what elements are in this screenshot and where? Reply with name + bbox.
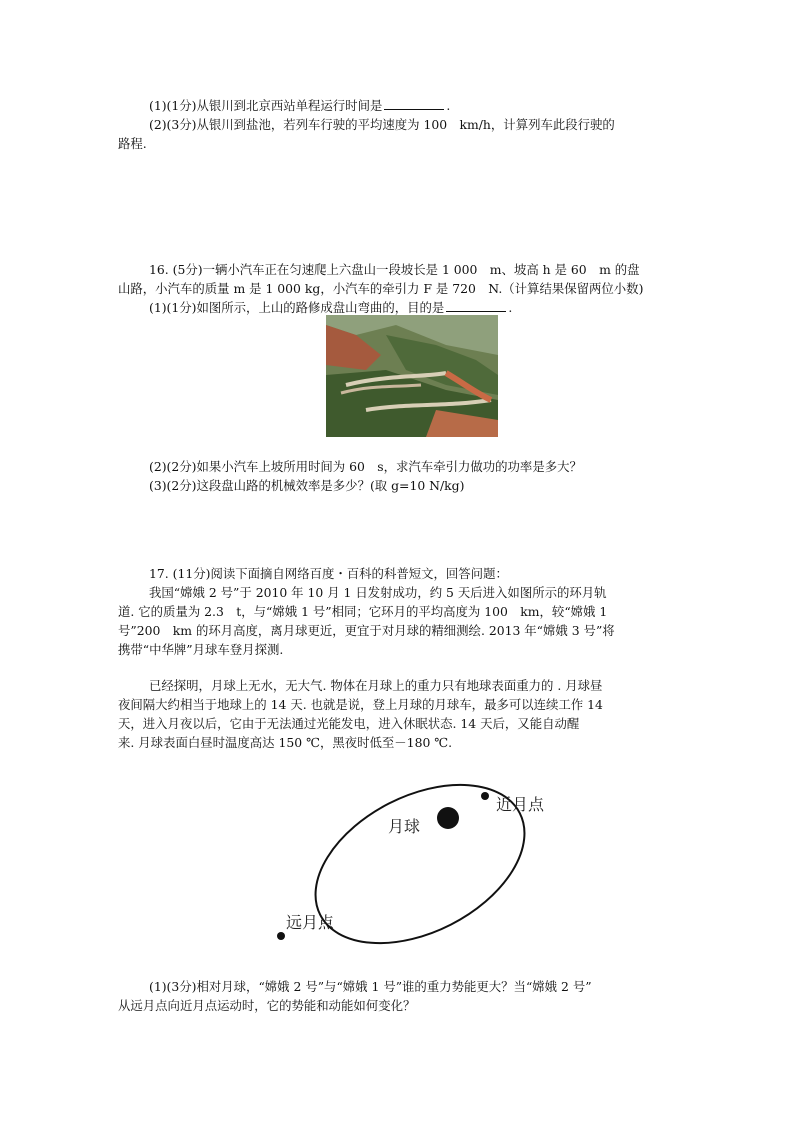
apogee-dot: [277, 932, 285, 940]
q16-part1-text: (1)(1分)如图所示，上山的路修成盘山弯曲的，目的是: [149, 300, 445, 315]
q17-para1-line1: 我国“嫦娥 2 号”于 2010 年 10 月 1 日发射成功，约 5 天后进入如图所示的环月轨: [149, 585, 607, 600]
q17-para2-line3: 天，进入月夜以后，它由于无法通过光能发电，进入休眠状态. 14 天后，又能自动醒: [118, 716, 580, 731]
mountain-road-image: [326, 315, 498, 437]
q16-part1-blank: [446, 299, 506, 312]
q17-stem: 17. (11分)阅读下面摘自网络百度・百科的科普短文，回答问题：: [149, 566, 508, 581]
q17-para2-line4: 来. 月球表面白昼时温度高达 150 ℃，黑夜时低至－180 ℃.: [118, 735, 453, 750]
perigee-dot: [481, 792, 489, 800]
q17-para1-line3: 号”200 km 的环月高度，离月球更近，更宜于对月球的精细测绘. 2013 年“嫦娥 3 号”将: [118, 623, 615, 638]
moon-dot: [437, 807, 459, 829]
perigee-label: 近月点: [496, 795, 545, 814]
q16-part1-end: .: [508, 300, 513, 315]
q16-part2: (2)(2分)如果小汽车上坡所用时间为 60 s，求汽车牵引力做功的功率是多大？: [149, 459, 582, 474]
q15-part1-blank: [384, 97, 444, 110]
q15-part2-line1: (2)(3分)从银川到盐池，若列车行驶的平均速度为 100 km/h，计算列车此段行驶的: [149, 117, 615, 132]
q17-part1-line2: 从远月点向近月点运动时，它的势能和动能如何变化？: [118, 998, 416, 1013]
mountain-road-photo: [326, 315, 498, 437]
orbit-diagram-svg: [270, 778, 570, 953]
q15-part1-text: (1)(1分)从银川到北京西站单程运行时间是: [149, 98, 383, 113]
orbit-diagram: [270, 778, 570, 953]
moon-label: 月球: [388, 817, 421, 836]
q16-stem-line1: 16. (5分)一辆小汽车正在匀速爬上六盘山一段坡长是 1 000 m、坡高 h 是 60 m 的盘: [149, 262, 640, 277]
q17-para2-line2: 夜间隔大约相当于地球上的 14 天. 也就是说，登上月球的月球车，最多可以连续工作 14: [118, 697, 603, 712]
q15-part2-line2: 路程.: [118, 136, 147, 151]
q16-stem-line2: 山路，小汽车的质量 m 是 1 000 kg，小汽车的牵引力 F 是 720 N.（计算结果保留两位小数): [118, 281, 644, 296]
q16-part3: (3)(2分)这段盘山路的机械效率是多少？(取 g=10 N/kg): [149, 478, 465, 493]
q17-para1-line4: 携带“中华牌”月球车登月探测.: [118, 642, 284, 657]
apogee-label: 远月点: [286, 913, 335, 932]
q17-para2-line1: 已经探明，月球上无水，无大气. 物体在月球上的重力只有地球表面重力的 . 月球昼: [149, 678, 603, 693]
q15-part1-end: .: [446, 98, 451, 113]
q15-part1: [149, 97, 450, 115]
q17-para1-line2: 道. 它的质量为 2.3 t，与“嫦娥 1 号”相同；它环月的平均高度为 100 km，较“嫦娥 1: [118, 604, 608, 619]
q17-part1-line1: (1)(3分)相对月球，“嫦娥 2 号”与“嫦娥 1 号”谁的重力势能更大？当“嫦娥 2 号”: [149, 979, 592, 994]
